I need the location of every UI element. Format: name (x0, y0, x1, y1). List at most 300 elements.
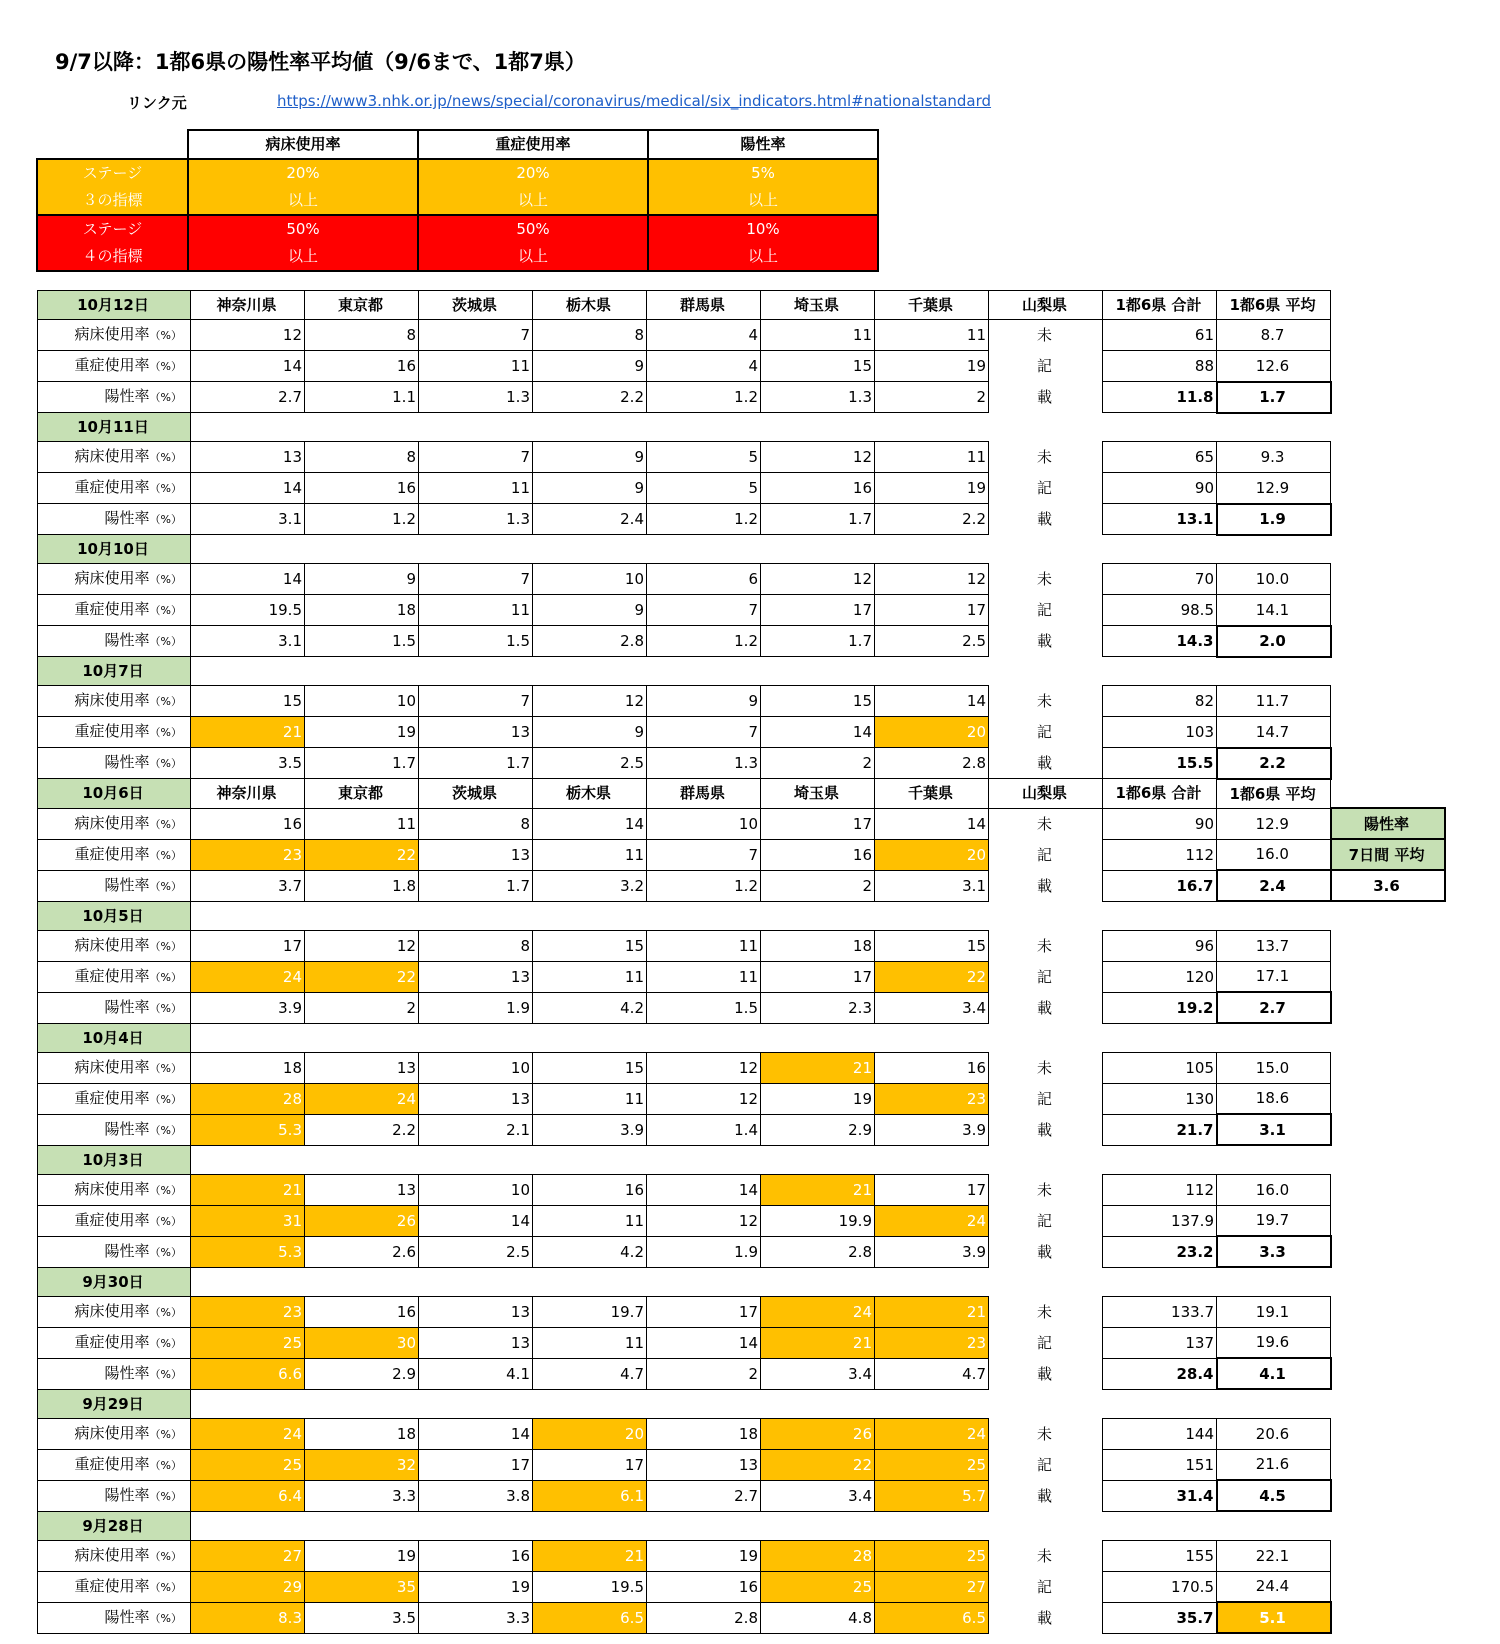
average-cell: 1.9 (1217, 504, 1331, 535)
value-cell: 1.3 (419, 504, 533, 535)
value-cell: 3.9 (875, 1114, 989, 1145)
metric-row (38, 870, 1445, 901)
metric-unit: （%） (149, 1214, 182, 1228)
value-cell: 21 (191, 1174, 305, 1205)
value-cell: 11 (647, 930, 761, 961)
metric-unit: （%） (149, 451, 182, 464)
metric-name: 重症使用率 (74, 1210, 150, 1229)
spacer (1331, 320, 1445, 351)
metric-row (38, 626, 1445, 657)
stage3-label: ステージ (37, 159, 188, 187)
value-cell: 13 (419, 1327, 533, 1358)
value-cell: 19.5 (191, 595, 305, 626)
spacer (419, 1023, 533, 1052)
spacer (1331, 1236, 1445, 1267)
average-cell: 2.7 (1217, 992, 1331, 1023)
value-cell: 31 (191, 1205, 305, 1236)
value-cell: 22 (305, 839, 419, 870)
value-cell: 3.1 (191, 626, 305, 657)
spacer (305, 1023, 419, 1052)
spacer (761, 413, 875, 442)
metric-row (38, 351, 1445, 382)
spacer (1331, 930, 1445, 961)
value-cell: 1.9 (419, 992, 533, 1023)
metric-row (38, 930, 1445, 961)
spacer (1331, 1449, 1445, 1480)
date-cell: 10月5日 (38, 901, 191, 930)
value-cell: 13 (305, 1174, 419, 1205)
metric-label (38, 1114, 191, 1145)
average-cell: 19.6 (1217, 1327, 1331, 1358)
value-cell: 13 (305, 1052, 419, 1083)
not-listed-cell: 載 (989, 870, 1103, 901)
value-cell: 13 (647, 1449, 761, 1480)
metric-label (38, 1418, 191, 1449)
metric-unit: （%） (149, 1001, 182, 1015)
value-cell: 1.5 (305, 626, 419, 657)
column-header: 茨城県 (419, 291, 533, 320)
spacer (419, 535, 533, 564)
date-cell: 10月11日 (38, 413, 191, 442)
metric-row (38, 1052, 1445, 1083)
spacer (761, 1511, 875, 1540)
metric-name: 陽性率 (104, 509, 150, 527)
value-cell: 9 (533, 351, 647, 382)
total-cell: 151 (1103, 1449, 1217, 1480)
spacer (647, 413, 761, 442)
value-cell: 8 (419, 930, 533, 961)
value-cell: 17 (761, 808, 875, 839)
total-cell: 82 (1103, 686, 1217, 717)
spacer (761, 1145, 875, 1174)
metric-name: 病床使用率 (74, 325, 150, 343)
total-cell: 16.7 (1103, 870, 1217, 901)
value-cell: 12 (647, 1205, 761, 1236)
spacer (1331, 748, 1445, 779)
spacer (875, 1267, 989, 1296)
average-cell: 14.7 (1217, 717, 1331, 748)
metric-label (38, 1052, 191, 1083)
spacer (1331, 1389, 1445, 1418)
value-cell: 2.2 (875, 504, 989, 535)
date-cell: 9月30日 (38, 1267, 191, 1296)
metric-name: 病床使用率 (74, 813, 150, 832)
value-cell: 1.9 (647, 1236, 761, 1267)
metric-label (38, 1602, 191, 1633)
metric-label (38, 564, 191, 595)
value-cell: 18 (761, 930, 875, 961)
total-cell: 105 (1103, 1052, 1217, 1083)
not-listed-cell: 未 (989, 1296, 1103, 1327)
date-row (38, 535, 1445, 564)
metric-row (38, 564, 1445, 595)
total-cell: 28.4 (1103, 1358, 1217, 1389)
value-cell: 14 (647, 1174, 761, 1205)
value-cell: 7 (419, 442, 533, 473)
metric-unit: （%） (149, 1580, 182, 1594)
value-cell: 2.5 (419, 1236, 533, 1267)
link-label: リンク元 (127, 94, 187, 112)
value-cell: 1.1 (305, 382, 419, 413)
metric-name: 病床使用率 (74, 1179, 150, 1198)
value-cell: 17 (191, 930, 305, 961)
value-cell: 2.2 (533, 382, 647, 413)
date-cell: 9月29日 (38, 1389, 191, 1418)
metric-label (38, 382, 191, 413)
date-row (38, 1023, 1445, 1052)
value-cell: 19 (875, 473, 989, 504)
spacer (647, 1511, 761, 1540)
column-header: 埼玉県 (761, 779, 875, 809)
spacer (875, 901, 989, 930)
column-header: 1都6県 平均 (1217, 291, 1331, 320)
spacer (533, 535, 647, 564)
not-listed-cell: 記 (989, 717, 1103, 748)
value-cell: 2.7 (647, 1480, 761, 1511)
value-cell: 19.7 (533, 1296, 647, 1327)
metric-name: 陽性率 (104, 631, 150, 649)
value-cell: 1.3 (647, 748, 761, 779)
average-cell: 8.7 (1217, 320, 1331, 351)
not-listed-cell: 載 (989, 1114, 1103, 1145)
value-cell: 2.4 (533, 504, 647, 535)
spacer (1331, 779, 1445, 809)
metric-label (38, 748, 191, 779)
metric-label (38, 930, 191, 961)
value-cell: 1.7 (761, 504, 875, 535)
value-cell: 6.1 (533, 1480, 647, 1511)
value-cell: 14 (875, 686, 989, 717)
value-cell: 11 (875, 442, 989, 473)
average-cell: 15.0 (1217, 1052, 1331, 1083)
spacer (1331, 686, 1445, 717)
value-cell: 6.4 (191, 1480, 305, 1511)
value-cell: 1.8 (305, 870, 419, 901)
value-cell: 1.2 (305, 504, 419, 535)
spacer (1331, 992, 1445, 1023)
average-cell: 12.6 (1217, 351, 1331, 382)
value-cell: 35 (305, 1571, 419, 1602)
spacer (533, 1023, 647, 1052)
spacer (533, 1511, 647, 1540)
spacer (989, 1023, 1103, 1052)
metric-name: 陽性率 (104, 997, 150, 1016)
spacer (989, 901, 1103, 930)
value-cell: 4.8 (761, 1602, 875, 1633)
value-cell: 15 (761, 686, 875, 717)
metric-unit: （%） (149, 1427, 182, 1441)
spacer (989, 657, 1103, 686)
spacer (1331, 442, 1445, 473)
average-cell: 21.6 (1217, 1449, 1331, 1480)
value-cell: 17 (533, 1449, 647, 1480)
spacer (1331, 1083, 1445, 1114)
value-cell: 7 (419, 564, 533, 595)
value-cell: 20 (875, 839, 989, 870)
value-cell: 12 (875, 564, 989, 595)
value-cell: 11 (533, 961, 647, 992)
metric-label (38, 1205, 191, 1236)
value-cell: 25 (761, 1571, 875, 1602)
value-cell: 27 (875, 1571, 989, 1602)
metric-unit: （%） (149, 1092, 182, 1106)
average-cell: 17.1 (1217, 961, 1331, 992)
metric-unit: （%） (149, 1611, 182, 1625)
spacer (419, 1267, 533, 1296)
spacer (1331, 473, 1445, 504)
metric-label (38, 961, 191, 992)
metric-row (38, 1083, 1445, 1114)
metric-name: 重症使用率 (74, 1332, 150, 1351)
metric-label (38, 1480, 191, 1511)
spacer (191, 1145, 305, 1174)
metric-name: 陽性率 (104, 1607, 150, 1626)
average-cell: 11.7 (1217, 686, 1331, 717)
column-header: 東京都 (305, 291, 419, 320)
value-cell: 17 (875, 1174, 989, 1205)
value-cell: 16 (191, 808, 305, 839)
value-cell: 30 (305, 1327, 419, 1358)
metric-name: 重症使用率 (74, 966, 150, 985)
total-cell: 11.8 (1103, 382, 1217, 413)
not-listed-cell: 載 (989, 1358, 1103, 1389)
date-row (38, 657, 1445, 686)
spacer (1331, 351, 1445, 382)
value-cell: 5.3 (191, 1236, 305, 1267)
value-cell: 3.7 (191, 870, 305, 901)
metric-label (38, 1296, 191, 1327)
value-cell: 18 (305, 1418, 419, 1449)
value-cell: 16 (875, 1052, 989, 1083)
spacer (1103, 657, 1217, 686)
spacer (1331, 1114, 1445, 1145)
metric-label (38, 1449, 191, 1480)
value-cell: 11 (875, 320, 989, 351)
spacer (1103, 535, 1217, 564)
spacer (305, 535, 419, 564)
value-cell: 2.5 (533, 748, 647, 779)
stage4-value: 50% (418, 215, 648, 243)
value-cell: 29 (191, 1571, 305, 1602)
spacer (305, 1145, 419, 1174)
spacer (647, 1389, 761, 1418)
column-header: 1都6県 合計 (1103, 779, 1217, 809)
value-cell: 21 (533, 1540, 647, 1571)
metric-row (38, 1114, 1445, 1145)
value-cell: 20 (875, 717, 989, 748)
value-cell: 2.6 (305, 1236, 419, 1267)
value-cell: 14 (191, 473, 305, 504)
metric-label (38, 1327, 191, 1358)
average-cell: 14.1 (1217, 595, 1331, 626)
value-cell: 8 (305, 442, 419, 473)
value-cell: 11 (533, 839, 647, 870)
metric-label (38, 992, 191, 1023)
metric-label (38, 1174, 191, 1205)
value-cell: 23 (875, 1083, 989, 1114)
spacer (647, 535, 761, 564)
stage4-suffix: 以上 (418, 243, 648, 271)
spacer (191, 413, 305, 442)
spacer (1103, 1145, 1217, 1174)
date-cell: 10月12日 (38, 291, 191, 320)
value-cell: 3.9 (875, 1236, 989, 1267)
column-header: 1都6県 合計 (1103, 291, 1217, 320)
metric-label (38, 1540, 191, 1571)
metric-name: 病床使用率 (74, 1545, 150, 1564)
spacer (1331, 382, 1445, 413)
value-cell: 2.7 (191, 382, 305, 413)
value-cell: 16 (761, 839, 875, 870)
metric-row (38, 748, 1445, 779)
stage4-suffix: 以上 (188, 243, 418, 271)
stage3-suffix: 以上 (648, 187, 878, 215)
value-cell: 13 (419, 1083, 533, 1114)
metric-label (38, 839, 191, 870)
average-cell: 5.1 (1217, 1602, 1331, 1633)
metric-name: 重症使用率 (74, 478, 150, 496)
value-cell: 2 (761, 870, 875, 901)
metric-unit: （%） (149, 513, 182, 526)
stage4-value: 10% (648, 215, 878, 243)
metric-name: 病床使用率 (74, 1057, 150, 1076)
stage4-label: ４の指標 (37, 243, 188, 271)
metric-row (38, 717, 1445, 748)
value-cell: 21 (761, 1052, 875, 1083)
not-listed-cell: 載 (989, 382, 1103, 413)
value-cell: 1.5 (647, 992, 761, 1023)
value-cell: 11 (419, 595, 533, 626)
spacer (989, 1267, 1103, 1296)
stage3-label: ３の指標 (37, 187, 188, 215)
spacer (1331, 535, 1445, 564)
value-cell: 2.8 (647, 1602, 761, 1633)
spacer (1217, 657, 1331, 686)
value-cell: 3.4 (761, 1480, 875, 1511)
value-cell: 8 (533, 320, 647, 351)
value-cell: 23 (191, 839, 305, 870)
total-cell: 90 (1103, 808, 1217, 839)
value-cell: 5.7 (875, 1480, 989, 1511)
spacer (419, 657, 533, 686)
value-cell: 24 (191, 961, 305, 992)
value-cell: 15 (191, 686, 305, 717)
value-cell: 1.5 (419, 626, 533, 657)
average-cell: 12.9 (1217, 473, 1331, 504)
average-cell: 4.5 (1217, 1480, 1331, 1511)
spacer (419, 1511, 533, 1540)
value-cell: 23 (191, 1296, 305, 1327)
value-cell: 12 (305, 930, 419, 961)
source-link[interactable]: https://www3.nhk.or.jp/news/special/coronavirus/medical/six_indicators.html#nationalstandard (277, 92, 992, 110)
value-cell: 14 (533, 808, 647, 839)
value-cell: 6.6 (191, 1358, 305, 1389)
metric-label (38, 717, 191, 748)
metric-unit: （%） (149, 1489, 182, 1503)
value-cell: 1.2 (647, 504, 761, 535)
total-cell: 65 (1103, 442, 1217, 473)
spacer (875, 657, 989, 686)
metric-row (38, 1602, 1445, 1633)
metric-name: 病床使用率 (74, 447, 150, 465)
stage-criteria-table (36, 129, 879, 272)
average-cell: 13.7 (1217, 930, 1331, 961)
spacer (1331, 1540, 1445, 1571)
value-cell: 16 (533, 1174, 647, 1205)
spacer (533, 657, 647, 686)
metric-label (38, 504, 191, 535)
not-listed-cell: 載 (989, 626, 1103, 657)
spacer (419, 901, 533, 930)
value-cell: 2.8 (761, 1236, 875, 1267)
value-cell: 17 (419, 1449, 533, 1480)
spacer (647, 1267, 761, 1296)
metric-unit: （%） (149, 635, 182, 648)
metric-unit: （%） (149, 391, 182, 404)
total-cell: 70 (1103, 564, 1217, 595)
value-cell: 11 (761, 320, 875, 351)
value-cell: 12 (647, 1052, 761, 1083)
spacer (1331, 1174, 1445, 1205)
metric-row (38, 839, 1445, 870)
spacer (989, 1145, 1103, 1174)
value-cell: 6.5 (533, 1602, 647, 1633)
total-cell: 155 (1103, 1540, 1217, 1571)
metric-row (38, 808, 1445, 839)
value-cell: 2.5 (875, 626, 989, 657)
spacer (761, 535, 875, 564)
average-cell: 2.0 (1217, 626, 1331, 657)
value-cell: 28 (191, 1083, 305, 1114)
spacer (1331, 901, 1445, 930)
criteria-header: 陽性率 (648, 130, 878, 159)
spacer (1217, 413, 1331, 442)
value-cell: 16 (419, 1540, 533, 1571)
date-row (38, 779, 1445, 809)
value-cell: 21 (191, 717, 305, 748)
value-cell: 23 (875, 1327, 989, 1358)
daily-indicator-table (37, 290, 1446, 1634)
average-cell: 24.4 (1217, 1571, 1331, 1602)
metric-row (38, 1296, 1445, 1327)
value-cell: 7 (647, 595, 761, 626)
metric-label (38, 1358, 191, 1389)
metric-name: 陽性率 (104, 1485, 150, 1504)
criteria-header: 病床使用率 (188, 130, 418, 159)
value-cell: 9 (533, 595, 647, 626)
spacer (647, 1145, 761, 1174)
value-cell: 14 (419, 1418, 533, 1449)
value-cell: 14 (647, 1327, 761, 1358)
value-cell: 3.2 (533, 870, 647, 901)
total-cell: 15.5 (1103, 748, 1217, 779)
value-cell: 6.5 (875, 1602, 989, 1633)
value-cell: 1.7 (305, 748, 419, 779)
value-cell: 24 (875, 1205, 989, 1236)
metric-unit: （%） (149, 360, 182, 373)
value-cell: 3.1 (191, 504, 305, 535)
stage3-suffix: 以上 (188, 187, 418, 215)
metric-name: 病床使用率 (74, 1423, 150, 1442)
metric-name: 病床使用率 (74, 935, 150, 954)
value-cell: 12 (761, 442, 875, 473)
metric-label (38, 473, 191, 504)
value-cell: 4.2 (533, 1236, 647, 1267)
value-cell: 1.7 (419, 748, 533, 779)
value-cell: 13 (419, 1296, 533, 1327)
spacer (533, 901, 647, 930)
metric-row (38, 442, 1445, 473)
